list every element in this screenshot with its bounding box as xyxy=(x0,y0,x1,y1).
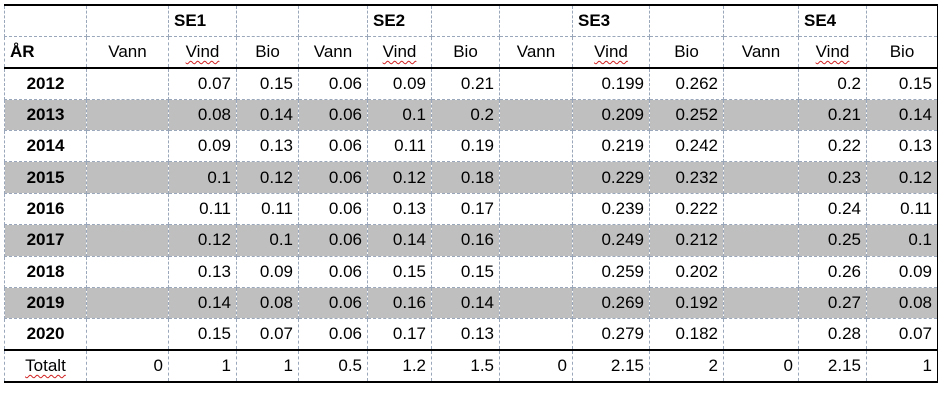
value-cell: 0.17 xyxy=(432,193,500,224)
value-cell: 0.212 xyxy=(650,225,724,256)
value-cell: 0.16 xyxy=(368,288,432,319)
table-row xyxy=(5,225,938,256)
value-cell xyxy=(724,162,799,193)
value-cell xyxy=(87,99,169,130)
region-header-row xyxy=(5,5,938,36)
region-header-se1: SE1 xyxy=(169,5,237,36)
total-cell: 1.2 xyxy=(368,350,432,381)
column-header-bio: Bio xyxy=(650,36,724,67)
value-cell: 0.199 xyxy=(573,68,650,99)
value-cell: 0.12 xyxy=(368,162,432,193)
value-cell: 0.21 xyxy=(799,99,867,130)
total-cell: 1 xyxy=(867,350,938,381)
value-cell: 0.14 xyxy=(169,288,237,319)
total-cell: 2.15 xyxy=(573,350,650,381)
value-cell: 0.14 xyxy=(867,99,938,130)
value-cell: 0.18 xyxy=(432,162,500,193)
value-cell: 0.13 xyxy=(432,319,500,350)
value-cell: 0.06 xyxy=(299,256,368,287)
value-cell xyxy=(87,193,169,224)
value-cell: 0.262 xyxy=(650,68,724,99)
value-cell: 0.19 xyxy=(432,131,500,162)
value-cell: 0.15 xyxy=(867,68,938,99)
value-cell: 0.07 xyxy=(237,319,299,350)
blank-header-cell xyxy=(87,5,169,36)
corner-cell xyxy=(5,5,87,36)
value-cell: 0.09 xyxy=(867,256,938,287)
value-cell: 0.2 xyxy=(432,99,500,130)
value-cell: 0.13 xyxy=(867,131,938,162)
year-cell: 2019 xyxy=(5,288,87,319)
value-cell xyxy=(500,162,573,193)
value-cell: 0.209 xyxy=(573,99,650,130)
spellcheck-word: Vind xyxy=(185,41,220,61)
value-cell: 0.12 xyxy=(169,225,237,256)
value-cell: 0.09 xyxy=(368,68,432,99)
column-header-vind xyxy=(799,36,867,67)
column-header-vann: Vann xyxy=(87,36,169,67)
value-cell: 0.21 xyxy=(432,68,500,99)
value-cell: 0.192 xyxy=(650,288,724,319)
column-header-vann: Vann xyxy=(500,36,573,67)
value-cell: 0.279 xyxy=(573,319,650,350)
energy-share-table xyxy=(4,4,938,383)
value-cell: 0.13 xyxy=(237,131,299,162)
column-header-bio: Bio xyxy=(237,36,299,67)
value-cell: 0.06 xyxy=(299,162,368,193)
value-cell: 0.28 xyxy=(799,319,867,350)
column-header-bio: Bio xyxy=(432,36,500,67)
region-header-se3: SE3 xyxy=(573,5,650,36)
value-cell: 0.11 xyxy=(368,131,432,162)
value-cell: 0.11 xyxy=(237,193,299,224)
value-cell: 0.1 xyxy=(237,225,299,256)
value-cell xyxy=(87,288,169,319)
value-cell xyxy=(87,162,169,193)
value-cell: 0.06 xyxy=(299,131,368,162)
value-cell xyxy=(724,256,799,287)
value-cell xyxy=(500,193,573,224)
value-cell xyxy=(87,225,169,256)
value-cell: 0.15 xyxy=(368,256,432,287)
column-header-bio: Bio xyxy=(867,36,938,67)
value-cell: 0.17 xyxy=(368,319,432,350)
value-cell xyxy=(87,131,169,162)
value-cell: 0.219 xyxy=(573,131,650,162)
value-cell: 0.06 xyxy=(299,319,368,350)
total-cell: 0 xyxy=(724,350,799,381)
total-cell: 1 xyxy=(169,350,237,381)
value-cell xyxy=(724,68,799,99)
blank-header-cell xyxy=(650,5,724,36)
value-cell: 0.06 xyxy=(299,288,368,319)
table-body xyxy=(5,68,938,351)
value-cell: 0.07 xyxy=(867,319,938,350)
total-cell: 2 xyxy=(650,350,724,381)
value-cell xyxy=(500,99,573,130)
value-cell: 0.24 xyxy=(799,193,867,224)
value-cell xyxy=(500,225,573,256)
value-cell: 0.11 xyxy=(867,193,938,224)
total-label xyxy=(5,350,87,381)
value-cell: 0.23 xyxy=(799,162,867,193)
value-cell: 0.08 xyxy=(237,288,299,319)
value-cell: 0.08 xyxy=(867,288,938,319)
value-cell: 0.27 xyxy=(799,288,867,319)
spellcheck-word: Vind xyxy=(594,41,628,61)
value-cell xyxy=(724,193,799,224)
value-cell: 0.09 xyxy=(237,256,299,287)
blank-header-cell xyxy=(237,5,299,36)
value-cell: 0.182 xyxy=(650,319,724,350)
value-cell: 0.269 xyxy=(573,288,650,319)
value-cell xyxy=(500,288,573,319)
value-cell: 0.11 xyxy=(169,193,237,224)
value-cell: 0.06 xyxy=(299,225,368,256)
value-cell xyxy=(500,319,573,350)
value-cell: 0.239 xyxy=(573,193,650,224)
value-cell: 0.1 xyxy=(867,225,938,256)
value-cell: 0.22 xyxy=(799,131,867,162)
table-row xyxy=(5,162,938,193)
year-cell: 2014 xyxy=(5,131,87,162)
total-cell: 1 xyxy=(237,350,299,381)
value-cell xyxy=(724,99,799,130)
value-cell: 0.12 xyxy=(237,162,299,193)
value-cell: 0.06 xyxy=(299,99,368,130)
total-cell: 2.15 xyxy=(799,350,867,381)
value-cell: 0.15 xyxy=(169,319,237,350)
value-cell: 0.1 xyxy=(368,99,432,130)
total-cell: 0.5 xyxy=(299,350,368,381)
region-header-se2: SE2 xyxy=(368,5,432,36)
column-header-vind xyxy=(573,36,650,67)
table-row xyxy=(5,68,938,99)
value-cell: 0.252 xyxy=(650,99,724,130)
column-header-vann: Vann xyxy=(299,36,368,67)
value-cell: 0.202 xyxy=(650,256,724,287)
value-cell: 0.2 xyxy=(799,68,867,99)
value-cell xyxy=(724,319,799,350)
value-cell xyxy=(724,225,799,256)
value-cell: 0.14 xyxy=(432,288,500,319)
spellcheck-word: Vind xyxy=(815,41,850,61)
value-cell xyxy=(500,256,573,287)
value-cell: 0.15 xyxy=(237,68,299,99)
blank-header-cell xyxy=(500,5,573,36)
column-header-vann: Vann xyxy=(724,36,799,67)
year-cell: 2013 xyxy=(5,99,87,130)
total-cell: 1.5 xyxy=(432,350,500,381)
total-row xyxy=(5,350,938,381)
value-cell: 0.06 xyxy=(299,193,368,224)
value-cell xyxy=(724,131,799,162)
value-cell xyxy=(724,288,799,319)
value-cell: 0.08 xyxy=(169,99,237,130)
table-row xyxy=(5,319,938,350)
value-cell: 0.12 xyxy=(867,162,938,193)
column-header-vind xyxy=(368,36,432,67)
year-cell: 2012 xyxy=(5,68,87,99)
value-cell: 0.15 xyxy=(432,256,500,287)
value-cell: 0.16 xyxy=(432,225,500,256)
value-cell: 0.232 xyxy=(650,162,724,193)
value-cell: 0.07 xyxy=(169,68,237,99)
value-cell: 0.25 xyxy=(799,225,867,256)
value-cell xyxy=(500,131,573,162)
value-cell: 0.14 xyxy=(368,225,432,256)
value-cell: 0.1 xyxy=(169,162,237,193)
table-row xyxy=(5,288,938,319)
value-cell: 0.259 xyxy=(573,256,650,287)
total-cell: 0 xyxy=(500,350,573,381)
value-cell: 0.26 xyxy=(799,256,867,287)
spellcheck-word: Vind xyxy=(382,41,417,61)
value-cell: 0.09 xyxy=(169,131,237,162)
total-cell: 0 xyxy=(87,350,169,381)
value-cell: 0.06 xyxy=(299,68,368,99)
year-cell: 2018 xyxy=(5,256,87,287)
blank-header-cell xyxy=(299,5,368,36)
value-cell xyxy=(500,68,573,99)
value-cell xyxy=(87,319,169,350)
region-header-se4: SE4 xyxy=(799,5,867,36)
value-cell xyxy=(87,68,169,99)
value-cell: 0.14 xyxy=(237,99,299,130)
table-row xyxy=(5,99,938,130)
year-cell: 2020 xyxy=(5,319,87,350)
value-cell: 0.242 xyxy=(650,131,724,162)
table-row xyxy=(5,256,938,287)
value-cell: 0.222 xyxy=(650,193,724,224)
value-cell xyxy=(87,256,169,287)
year-cell: 2017 xyxy=(5,225,87,256)
year-cell: 2016 xyxy=(5,193,87,224)
value-cell: 0.13 xyxy=(169,256,237,287)
value-cell: 0.229 xyxy=(573,162,650,193)
year-cell: 2015 xyxy=(5,162,87,193)
value-cell: 0.249 xyxy=(573,225,650,256)
year-column-header: ÅR xyxy=(5,36,87,67)
spellcheck-word: Totalt xyxy=(25,355,66,375)
value-cell: 0.13 xyxy=(368,193,432,224)
blank-header-cell xyxy=(867,5,938,36)
blank-header-cell xyxy=(432,5,500,36)
column-header-row xyxy=(5,36,938,67)
column-header-vind xyxy=(169,36,237,67)
table-row xyxy=(5,131,938,162)
blank-header-cell xyxy=(724,5,799,36)
table-row xyxy=(5,193,938,224)
